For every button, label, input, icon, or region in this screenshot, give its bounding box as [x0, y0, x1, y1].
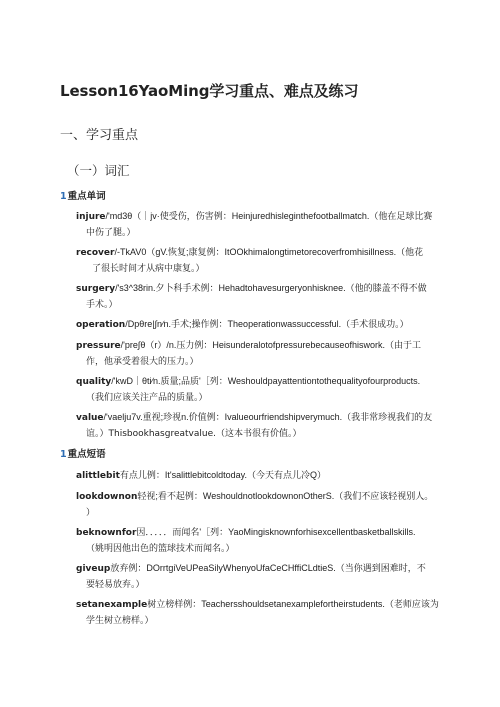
phrase-entry-beknownfor [76, 524, 444, 557]
subsection-heading: （一）词汇 [67, 163, 130, 178]
vocab-definition: /'pre∫θ（r）/n.压力例：Heisunderalotofpressurebecauseofhiswork.（由于工 [120, 340, 421, 350]
group-number: 1 [60, 191, 67, 202]
group-number: 1 [60, 449, 67, 460]
phrase-continuation: 学生树立榜样。） [86, 616, 154, 626]
vocab-continuation: 谊。）Thisbookhasgreatvalue.（这本书很有价值。） [86, 429, 302, 439]
phrase-term: beknownfor [76, 528, 137, 538]
vocab-continuation: 了很长时间才从病中康复。） [92, 264, 205, 274]
vocab-entry-recover [76, 244, 444, 277]
vocab-term: operation [76, 320, 126, 330]
document-title: Lesson16YaoMing学习重点、难点及练习 [60, 82, 359, 100]
phrase-definition: 树立榜样例：Teachersshouldsetanexamplefortheirstudents.（老师应该为 [147, 599, 439, 609]
group-label-phrases [60, 446, 106, 460]
vocab-definition: /'kwD｜θti∕n.质量;品质'［列：Weshouldpayattentiontothequalityofourproducts. [111, 376, 421, 386]
vocab-term: pressure [76, 341, 121, 351]
phrase-term: setanexample [76, 600, 148, 610]
phrase-term: alittlebit [76, 471, 120, 481]
vocab-entry-quality [76, 373, 444, 406]
vocab-continuation: （我们应该关注产品的质量。） [86, 393, 208, 403]
phrase-term: lookdownon [76, 492, 138, 502]
phrase-entry-lookdownon [76, 488, 444, 521]
vocab-continuation: 中伤了腿。） [86, 228, 136, 238]
vocab-entry-value [76, 409, 444, 442]
vocab-definition: /'s3^38rin.夕卜科手术例：Hehadtohavesurgeryonhisknee.（他的膝盖不得不做 [115, 283, 427, 293]
vocab-continuation: 手术。） [86, 300, 118, 310]
vocab-entry-pressure [76, 337, 444, 370]
group-label-words [60, 188, 106, 202]
phrase-definition: 有点儿例：It'salittlebitcoldtoday.（今天有点儿冷Q） [119, 470, 326, 480]
vocab-term: value [76, 413, 104, 423]
vocab-term: quality [76, 377, 112, 387]
vocab-entry-operation [76, 316, 444, 333]
phrase-continuation: 要轻易放弃。） [86, 580, 145, 590]
phrase-definition: 因．．．．．而闻名'［列：YaoMingisknownforhisexcellentbasketballskills. [136, 527, 416, 537]
vocab-definition: /'vaelju7v.重视;珍视n.价值例：Ivalueourfriendshipverymuch.（我非常珍视我们的友 [103, 412, 433, 422]
section-heading: 一、学习重点 [60, 128, 139, 143]
group-title: 重点单词 [67, 191, 106, 202]
group-title: 重点短语 [67, 449, 106, 460]
vocab-definition: /-TkAV0（gV.恢复;康复例：ItOOkhimalongtimetorecoverfromhisillness.（他花 [114, 247, 424, 257]
phrase-entry-setanexample [76, 596, 444, 629]
phrase-entry-alittlebit [76, 467, 444, 484]
vocab-entry-injure [76, 208, 444, 241]
vocab-definition: /'md3θ（｜jv·使受伤，伤害例：Heinjuredhisleginthefootballmatch.（他在足球比赛 [105, 211, 433, 221]
vocab-continuation: 作，他承受着很大的压力。） [86, 357, 199, 367]
vocab-term: recover [76, 248, 115, 258]
vocab-term: injure [76, 212, 106, 222]
phrase-definition: 轻视;看不起例：WeshouldnotlookdownonOtherS.（我们不应该轻视别人。 [137, 491, 434, 501]
phrase-continuation: （姚明因他出色的篮球技术而闻名。） [86, 544, 235, 554]
vocab-term: surgery [76, 284, 116, 294]
vocab-definition: /Dpθre|∫n∕n.手术;操作例：Theoperationwassuccessful.（手术很成功。） [125, 319, 409, 329]
phrase-definition: 放弃例：DOrrtgiVeUPeaSilyWhenyoUfaCeCHffiCLdtieS.（当你遇到困难时，不 [110, 563, 426, 573]
phrase-entry-giveup [76, 560, 444, 593]
phrase-continuation: ） [86, 508, 96, 518]
vocab-entry-surgery [76, 280, 444, 313]
phrase-term: giveup [76, 564, 111, 574]
